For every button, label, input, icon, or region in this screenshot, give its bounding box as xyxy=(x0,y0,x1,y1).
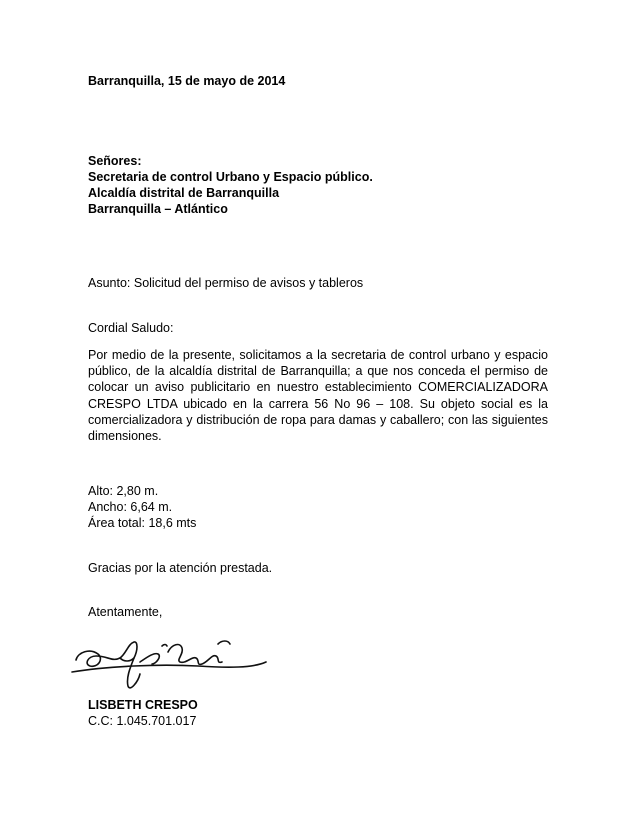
greeting: Cordial Saludo: xyxy=(88,321,174,335)
recipient-salutation: Señores: xyxy=(88,154,142,168)
subject-line: Asunto: Solicitud del permiso de avisos y tableros xyxy=(88,276,364,290)
recipient-office: Secretaria de control Urbano y Espacio público. xyxy=(88,170,373,184)
signature-image xyxy=(68,632,268,694)
body-paragraph: Por medio de la presente, solicitamos a la secretaria de control urbano y espacio público, de la alcaldía distrital de Barranquilla; a que nos conceda el permiso de colocar un aviso publicitario en nuestro establecimiento COMERCIALIZADORA CRESPO LTDA ubicado en la carrera 56 No 96 – 108. Su objeto social es la comercializadora y distribución de ropa para damas y caballero; con las siguientes dimensiones. xyxy=(88,348,548,444)
dimension-area: Área total: 18,6 mts xyxy=(88,516,197,530)
signer-id: C.C: 1.045.701.017 xyxy=(88,714,197,728)
thanks-line: Gracias por la atención prestada. xyxy=(88,561,273,575)
signer-name: LISBETH CRESPO xyxy=(88,698,198,712)
closing-line: Atentamente, xyxy=(88,605,163,619)
dimension-ancho: Ancho: 6,64 m. xyxy=(88,500,173,514)
dimension-alto: Alto: 2,80 m. xyxy=(88,484,159,498)
recipient-institution: Alcaldía distrital de Barranquilla xyxy=(88,186,280,200)
recipient-city: Barranquilla – Atlántico xyxy=(88,202,228,216)
date-line: Barranquilla, 15 de mayo de 2014 xyxy=(88,74,286,88)
